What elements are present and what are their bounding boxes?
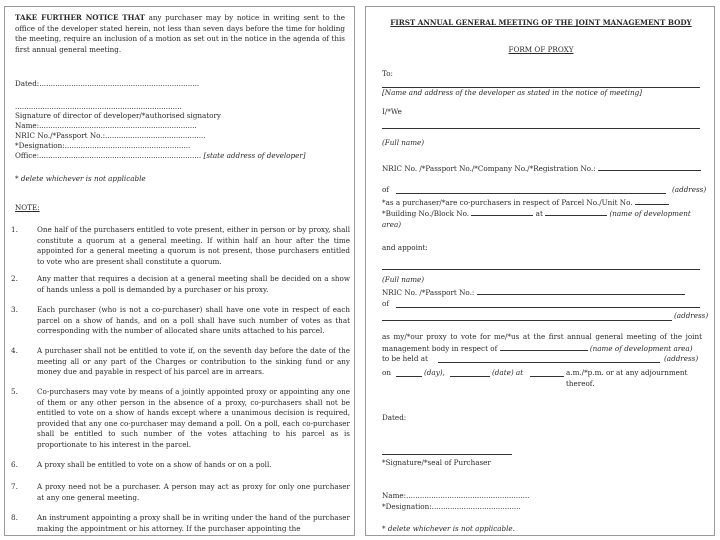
development-line[interactable] — [545, 208, 607, 216]
address-hint: (address) — [672, 185, 707, 194]
note-number: 1. — [11, 225, 18, 234]
proxy-name-line[interactable] — [382, 269, 700, 270]
full-name-line[interactable] — [382, 128, 700, 129]
office-hint: [state address of developer] — [203, 151, 306, 160]
form-title: FIRST ANNUAL GENERAL MEETING OF THE JOINT MANAGEMENT BODY — [390, 18, 692, 27]
meeting-area-line[interactable] — [500, 343, 588, 351]
designation-field: *Designation:....................................................... — [15, 141, 191, 150]
signatory-label: Signature of director of developer/*authorised signatory — [15, 111, 221, 120]
form-subtitle: FORM OF PROXY — [508, 45, 574, 54]
at-label: at — [535, 209, 543, 218]
proxy-text: as my/*our proxy to vote for me/*us at the first annual general meeting of the joint management body in respect of — [382, 332, 702, 353]
note-text: A purchaser shall not be entitled to vote if, on the seventh day before the date of the meeting all or any part of the Charges or contribution to the sinking fund or any money due and payable in respect of his parcel are in arrears. — [37, 346, 350, 377]
appoint-label: and appoint: — [382, 243, 428, 252]
day-hint: (day), — [424, 368, 445, 377]
nric-field: NRIC No./*Passport No.:............................................ — [15, 131, 206, 140]
of-label: of — [382, 185, 389, 194]
proxy-name-hint: (Full name) — [382, 275, 425, 284]
address-line[interactable] — [396, 193, 666, 194]
time-text: a.m./*p.m. or at any adjournment thereof. — [566, 368, 688, 388]
on-label: on — [382, 368, 391, 377]
nric-company-field — [382, 163, 701, 175]
iwe-label: I/*We — [382, 107, 402, 116]
meeting-area-hint: (name of development area) — [589, 343, 693, 353]
building-label: *Building No./Block No. — [382, 209, 470, 218]
form-name-field: Name:...................................................... — [382, 491, 530, 500]
day-line[interactable] — [396, 376, 422, 377]
nric-company-label: NRIC No. /*Passport No./*Company No./*Registration No.: — [382, 164, 596, 173]
proxy-paragraph — [382, 332, 702, 354]
full-name-hint: (Full name) — [382, 138, 425, 147]
form-delete-note: * delete whichever is not applicable. — [382, 524, 515, 533]
to-label: To: — [382, 69, 393, 78]
note-text: One half of the purchasers entitled to vote present, either in person or by proxy, shall constitute a quorum at a general meeting. If within half an hour after the time appointed for a general meeting a quorum is not present, those purchasers entitled to vote who are present shall constitute a quorum. — [37, 225, 350, 266]
proxy-nric-line[interactable] — [477, 287, 685, 295]
proxy-of-label: of — [382, 299, 389, 308]
take-notice-heading: TAKE FURTHER NOTICE THAT — [15, 13, 145, 22]
note-number: 3. — [11, 305, 18, 314]
signature-line[interactable] — [382, 454, 512, 455]
venue-address-hint: (address) — [664, 354, 699, 363]
note-number: 2. — [11, 274, 18, 283]
form-dated-label: Dated: — [382, 413, 407, 422]
proxy-nric-label: NRIC No. /*Passport No.: — [382, 288, 475, 297]
proxy-address-line-1[interactable] — [396, 307, 700, 308]
time-line[interactable] — [530, 376, 564, 377]
building-field — [382, 208, 702, 230]
note-text: Any matter that requires a decision at a general meeting shall be decided on a show of hands unless a poll is demanded by a purchaser or his proxy. — [37, 274, 350, 294]
signature-label: *Signature/*seal of Purchaser — [382, 458, 491, 467]
held-at-label: to be held at — [382, 354, 428, 363]
proxy-address-hint: (address) — [674, 311, 709, 320]
proxy-address-line-2[interactable] — [382, 320, 672, 321]
proxy-nric-field — [382, 287, 685, 299]
note-number: 6. — [11, 460, 18, 469]
note-text: A proxy shall be entitled to vote on a show of hands or on a poll. — [37, 460, 272, 469]
signature-dots: ......................................................................... — [15, 102, 182, 111]
note-number: 4. — [11, 346, 18, 355]
note-number: 8. — [11, 513, 18, 522]
take-notice-text: any purchaser may by notice in writing sent to the office of the developer stated herein, not less than seven days before the time for holding the meeting, require an inclusion of a motion as set out in the notice in the agenda of this first annual general meeting. — [15, 13, 346, 54]
name-field: Name:..................................................................... — [15, 121, 197, 130]
nric-company-line[interactable] — [598, 163, 701, 171]
date-line[interactable] — [450, 376, 490, 377]
date-hint: (date) at — [492, 368, 524, 377]
building-line[interactable] — [471, 208, 533, 216]
form-designation-field: *Designation:....................................... — [382, 502, 521, 511]
note-heading: NOTE: — [15, 203, 40, 212]
note-number: 7. — [11, 482, 18, 491]
proxy-form-page — [365, 6, 715, 536]
purchaser-text: *as a purchaser/*are co-purchasers in respect of Parcel No./Unit No. — [382, 198, 633, 207]
dev-area-hint: (name of development area) — [382, 209, 691, 229]
take-notice-paragraph — [15, 13, 345, 55]
dated-field: Dated:...................................................................... — [15, 79, 200, 88]
venue-line[interactable] — [438, 362, 660, 363]
notice-page — [4, 6, 355, 536]
office-label: Office:....................................................................... — [15, 151, 202, 160]
parcel-line[interactable] — [635, 197, 669, 205]
note-text: An instrument appointing a proxy shall be in writing under the hand of the purchaser making the appointment or his attorney. If the purchaser appointing the — [37, 513, 350, 533]
delete-note: * delete whichever is not applicable — [15, 174, 146, 183]
note-text: A proxy need not be a purchaser. A person may act as proxy for only one purchaser at any one general meeting. — [37, 482, 350, 502]
purchaser-field — [382, 197, 702, 209]
to-hint: [Name and address of the developer as stated in the notice of meeting] — [382, 88, 643, 97]
note-text: Each purchaser (who is not a co-purchaser) shall have one vote in respect of each parcel on a show of hands, and on a poll shall have such number of votes as that corresponding with the number of allocated share units attached to his parcel. — [37, 305, 350, 336]
office-field — [15, 151, 306, 162]
note-text: Co-purchasers may vote by means of a jointly appointed proxy or appointing any one of them or any other person in the absence of a proxy, co-purchasers shall not be entitled to vote on a show of hands except where a unanimous decision is required, provided that any one co-purchaser may demand a poll. On a poll, each co-purchaser shall be entitled to such number of the votes attaching to his parcel as is proportionate to his interest in the parcel. — [37, 387, 350, 449]
note-number: 5. — [11, 387, 18, 396]
